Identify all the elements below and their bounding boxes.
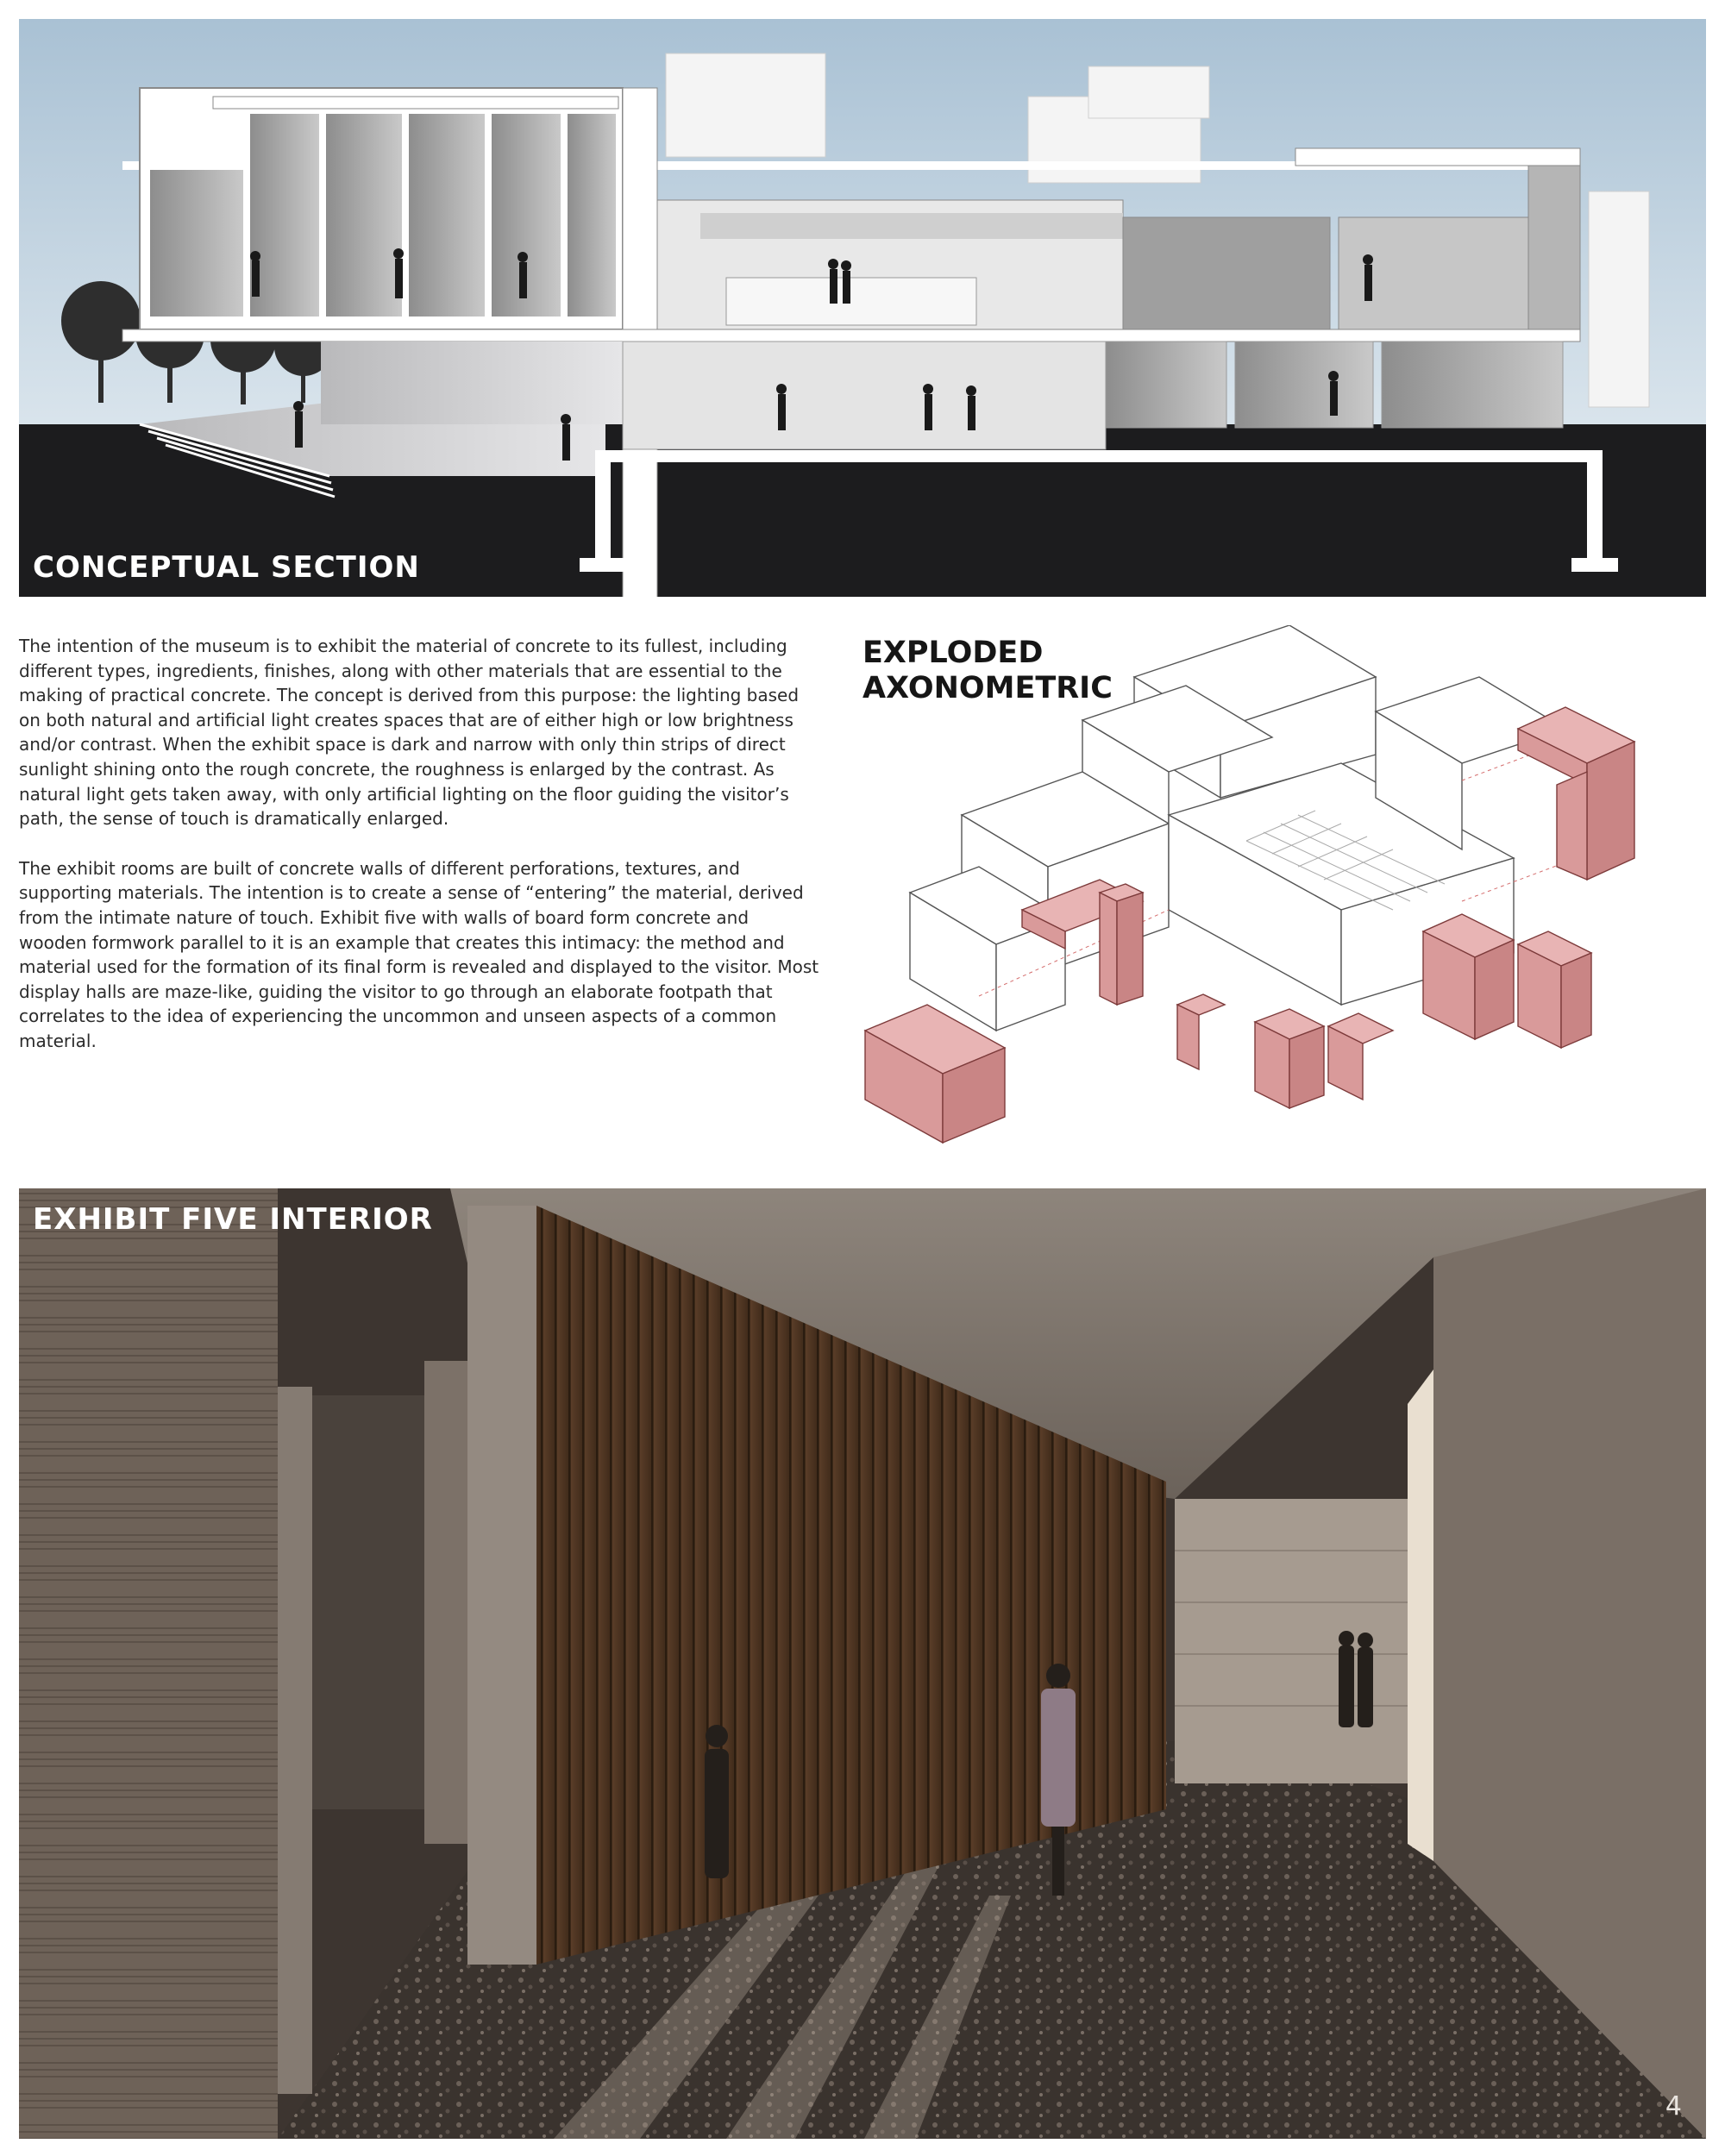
section-title: CONCEPTUAL SECTION: [33, 550, 420, 585]
conceptual-section-panel: [19, 19, 1706, 597]
board-form-concrete-wall: [19, 1188, 278, 2139]
interior-title: EXHIBIT FIVE INTERIOR: [33, 1202, 433, 1237]
interior-render: [19, 1188, 1706, 2139]
concrete-column: [467, 1206, 536, 1965]
description-paragraph-1: The intention of the museum is to exhibit the material of concrete to its fullest, including different types, ingredients, finishes, along with other materials that are essential to the making of practical concrete. The concept is derived from this purpose: the lighting based on both natural and artificial light creates spaces that are of either high or low brightness and/or contrast. When the exhibit space is dark and narrow with only thin strips of direct sunlight shining onto the rough concrete, the roughness is enlarged by the contrast. As natural light gets taken away, with only artificial lighting on the floor guiding the visitor’s path, the sense of touch is dramatically enlarged.: [19, 636, 800, 830]
description-paragraph-2: The exhibit rooms are built of concrete walls of different perforations, textures, and supporting materials. The intention is to create a sense of “entering” the material, derived from the intimate nature of touch. Exhibit five with walls of board form concrete and wooden formwork parallel to it is an example that creates this intimacy: the method and material used for the formation of its final form is revealed and displayed to the visitor. Most display halls are maze-like, guiding the visitor to go through an elaborate footpath that correlates to the idea of experiencing the uncommon and unseen aspects of a common material.: [19, 857, 819, 1051]
far-stone-wall: [1175, 1499, 1433, 1783]
section-drawing: [19, 19, 1706, 597]
axonometric-title: [862, 636, 1113, 706]
description-text: [19, 634, 821, 1079]
background-building: [666, 53, 825, 157]
exhibit-five-interior-panel: [19, 1188, 1706, 2139]
axonometric-title-line-1: EXPLODED: [862, 636, 1044, 670]
background-building: [1088, 66, 1209, 118]
concrete-column: [278, 1387, 312, 2094]
background-building: [1589, 191, 1649, 407]
axonometric-title-line-2: AXONOMETRIC: [862, 671, 1113, 705]
light-slot: [1408, 1369, 1433, 1861]
page-number: 4: [1665, 2091, 1682, 2122]
